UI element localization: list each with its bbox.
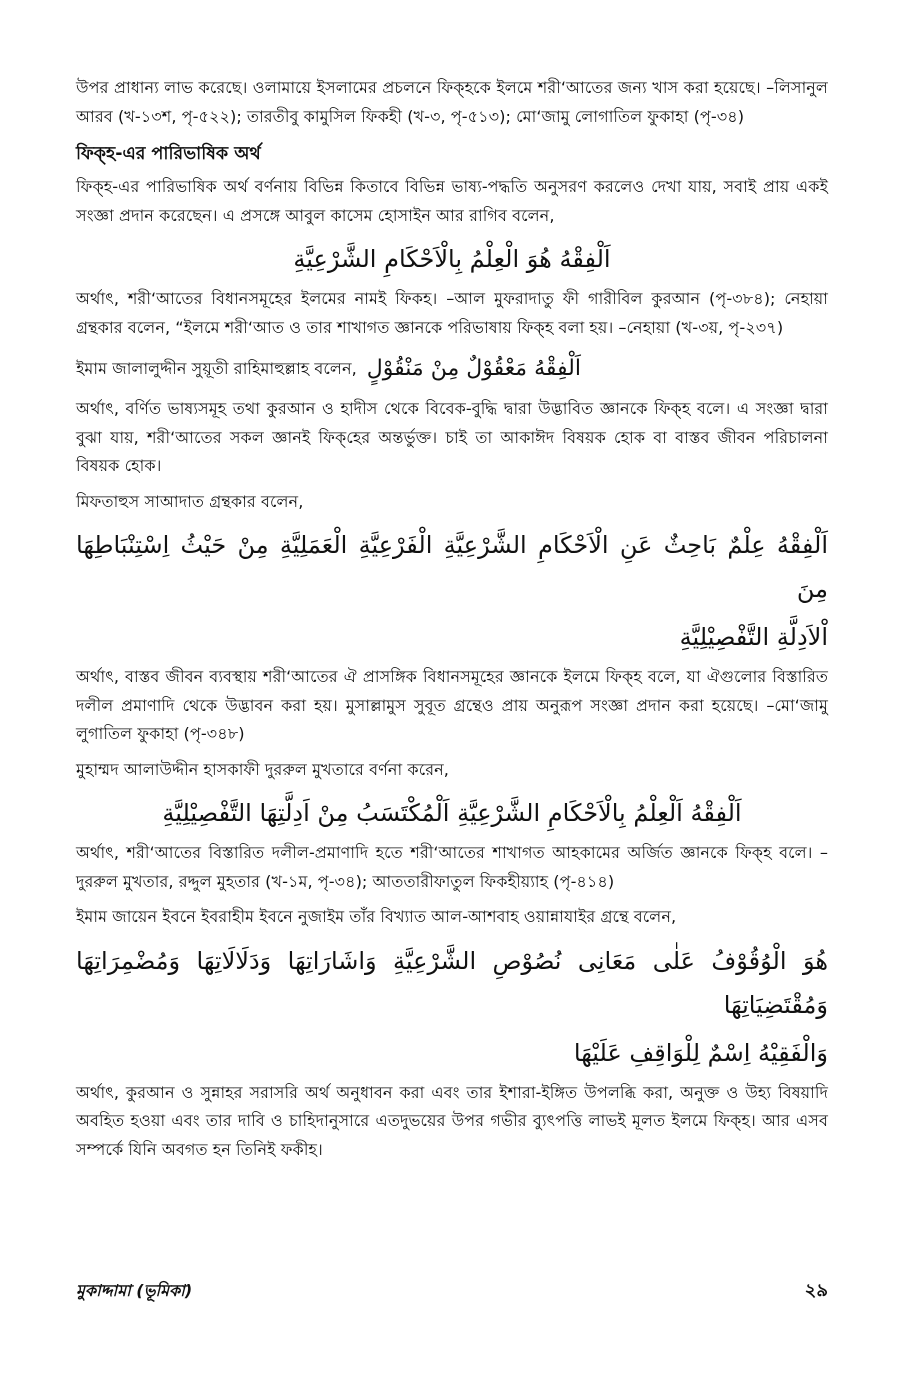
arabic-quote-2: اَلْفِقْهُ مَعْقُوْلٌ مِنْ مَنْقُوْلٍ — [366, 356, 581, 381]
paragraph-translation-4: অর্থাৎ, শরী‘আতের বিস্তারিত দলীল-প্রমাণাদি হতে শরী‘আতের শাখাগত আহকামের অর্জিত জ্ঞানকে ফিক্‌হ বলে। –দুররুল মুখতার, রদ্দুল মুহতার (খ-১ম, পৃ-৩৪); আততারীফাতুল ফিকহীয়্যাহ (পৃ-৪১৪) — [76, 843, 828, 891]
paragraph-translation-2: অর্থাৎ, বর্ণিত ভাষ্যসমূহ তথা কুরআন ও হাদীস থেকে বিবেক-বুদ্ধি দ্বারা উদ্ভাবিত জ্ঞানকে ফিক্‌হ বলে। এ সংজ্ঞা দ্বারা বুঝা যায়, শরী‘আতের সকল জ্ঞানই ফিক্‌হের অন্তর্ভুক্ত। চাই তা আকাঈদ বিষয়ক হোক বা বাস্তব জীবন পরিচালনা বিষয়ক হোক। — [76, 399, 828, 475]
paragraph-continuation: উপর প্রাধান্য লাভ করেছে। ওলামায়ে ইসলামের প্রচলনে ফিক্‌হকে ইলমে শরী‘আতের জন্য খাস করা হয়েছে। –লিসানুল আরব (খ-১৩শ, পৃ-৫২২); তারতীবু কামুসিল ফিকহী (খ-৩, পৃ-৫১৩); মো‘জামু লোগাতিল ফুকাহা (পৃ-৩৪) — [76, 78, 828, 126]
paragraph-translation-5: অর্থাৎ, কুরআন ও সুন্নাহর সরাসরি অর্থ অনুধাবন করা এবং তার ইশারা-ইঙ্গিত উপলব্ধি করা, অনুক্ত ও উহ্য বিষয়াদি অবহিত হওয়া এবং তার দাবি ও চাহিদানুসারে এতদুভয়ের উপর গভীর ব্যুৎপত্তি লাভই মূলত ইলমে ফিক্‌হ। আর এসব সম্পর্কে যিনি অবগত হন তিনিই ফকীহ। — [76, 1082, 828, 1159]
paragraph-miftah-intro: মিফতাহুস সাআদাত গ্রন্থকার বলেন, — [76, 491, 304, 511]
footer-book-title: মুকাদ্দামা (ভূমিকা) — [76, 1281, 193, 1300]
page-number: ২৯ — [804, 1280, 828, 1301]
paragraph-haskafi-intro: মুহাম্মদ আলাউদ্দীন হাসকাফী দুররুল মুখতারে বর্ণনা করেন, — [76, 759, 449, 779]
arabic-quote-1: اَلْفِقْهُ هُوَ الْعِلْمُ بِالْاَحْكَامِ الشَّرْعِيَّةِ — [293, 245, 611, 273]
arabic-quote-3-line1: اَلْفِقْهُ عِلْمٌ بَاحِثٌ عَنِ الْاَحْكَامِ الشَّرْعِيَّةِ الْفَرْعِيَّةِ الْعَمَلِيَّةِ مِنْ حَيْثُ اِسْتِنْبَاطِهَا مِنَ — [76, 531, 828, 603]
section-heading: ফিক্‌হ-এর পারিভাষিক অর্থ — [76, 144, 261, 164]
paragraph-translation-1: অর্থাৎ, শরী‘আতের বিধানসমূহের ইলমের নামই ফিকহ। –আল মুফরাদাতু ফী গারীবিল কুরআন (পৃ-৩৮৪); নেহায়া গ্রন্থকার বলেন, “ইলমে শরী‘আত ও তার শাখাগত জ্ঞানকে পরিভাষায় ফিক্‌হ বলা হয়। –নেহায়া (খ-৩য়, পৃ-২৩৭) — [76, 289, 828, 337]
suyuti-quote-row — [76, 349, 828, 389]
paragraph-nujaim-intro: ইমাম জায়েন ইবনে ইবরাহীম ইবনে নুজাইম তাঁর বিখ্যাত আল-আশবাহ ওয়ান্নাযাইর গ্রন্থে বলেন, — [76, 907, 677, 926]
page-footer — [76, 1276, 828, 1307]
arabic-quote-3-line2: اْلاَدِلَّةِ التَّفْصِيْلِيَّةِ — [679, 623, 828, 651]
arabic-quote-5-line1: هُوَ الْوُقُوْفُ عَلٰى مَعَانِى نُصُوْصِ الشَّرْعِيَّةِ وَاشَارَاتِهَا وَدَلَالَاتِهَا وَمُضْمِرَاتِهَا وَمُقْتَضِيَاتِهَا — [76, 946, 828, 1019]
suyuti-intro: ইমাম জালালুদ্দীন সুয়ূতী রাহিমাহুল্লাহ বলেন, — [76, 359, 357, 378]
paragraph-translation-3: অর্থাৎ, বাস্তব জীবন ব্যবস্থায় শরী‘আতের ঐ প্রাসঙ্গিক বিধানসমূহের জ্ঞানকে ইলমে ফিক্‌হ বলে, যা ঐগুলোর বিস্তারিত দলীল প্রমাণাদি থেকে উদ্ভাবন করা হয়। মুসাল্লামুস সুবূত গ্রন্থেও প্রায় অনুরূপ সংজ্ঞা প্রদান করা হয়েছে। –মো‘জামু লুগাতিল ফুকাহা (পৃ-৩৪৮) — [76, 667, 828, 743]
paragraph-intro: ফিক্‌হ-এর পারিভাষিক অর্থ বর্ণনায় বিভিন্ন কিতাবে বিভিন্ন ভাষ্য-পদ্ধতি অনুসরণ করলেও দেখা যায়, সবাই প্রায় একই সংজ্ঞা প্রদান করেছেন। এ প্রসঙ্গে আবুল কাসেম হোসাইন আর রাগিব বলেন, — [76, 177, 828, 225]
arabic-quote-4: اَلْفِقْهُ اَلْعِلْمُ بِالْاَحْكَامِ الشَّرْعِيَّةِ اَلْمُكْتَسَبُ مِنْ اَدِلَّتِهَا التَّفْصِيْلِيَّةِ — [162, 799, 742, 827]
page-body — [76, 74, 828, 1171]
arabic-quote-5-line2: وَالْفَقِيْهُ اِسْمٌ لِلْوَاقِفِ عَلَيْهَا — [573, 1038, 828, 1067]
